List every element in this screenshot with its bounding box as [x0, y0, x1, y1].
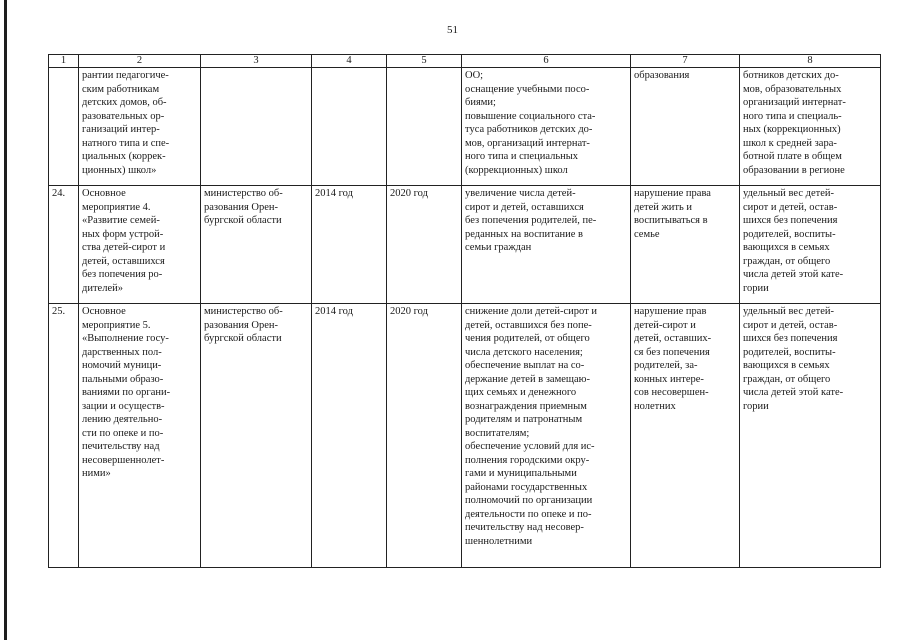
expected-results-cell: увеличение числа детей- сирот и детей, оставшихся без попечения родителей, пе- реданных на воспитание в семьи граждан [462, 186, 631, 304]
row-number-cell [49, 68, 79, 186]
row-number-cell: 25. [49, 304, 79, 568]
end-year-cell: 2020 год [387, 304, 462, 568]
column-header: 1 [49, 55, 79, 68]
measure-name-cell: рантии педагогиче- ским работникам детских домов, об- разовательных ор- ганизаций интер- натного типа и спе- циальных (коррек- ционных) школ» [79, 68, 201, 186]
start-year-cell: 2014 год [312, 304, 387, 568]
expected-results-cell: ОО; оснащение учебными посо- биями; повышение социального ста- туса работников детских до- мов, организаций интернат- ного типа и специальных (коррекционных) школ [462, 68, 631, 186]
consequences-cell: образования [631, 68, 740, 186]
indicators-cell: ботников детских до- мов, образовательных организаций интернат- ного типа и специаль- ных (коррекционных) школ к средней зара- ботной плате в общем образовании в регионе [740, 68, 881, 186]
column-header: 6 [462, 55, 631, 68]
program-measures-table [48, 54, 881, 568]
executor-cell: министерство об- разования Орен- бургской области [201, 304, 312, 568]
indicators-cell: удельный вес детей- сирот и детей, остав- шихся без попечения родителей, воспиты- вающихся в семьях граждан, от общего числа детей этой кате- гории [740, 304, 881, 568]
column-header: 4 [312, 55, 387, 68]
row-number-cell: 24. [49, 186, 79, 304]
executor-cell: министерство об- разования Орен- бургской области [201, 186, 312, 304]
table-row [49, 304, 881, 568]
start-year-cell: 2014 год [312, 186, 387, 304]
executor-cell [201, 68, 312, 186]
binding-edge [4, 0, 7, 640]
column-header: 2 [79, 55, 201, 68]
end-year-cell: 2020 год [387, 186, 462, 304]
measure-name-cell: Основное мероприятие 5. «Выполнение госу- дарственных пол- номочий муници- пальными образо- ваниями по органи- зации и осуществ- лению деятельно- сти по опеке и по- печительству над несовершеннолет- ними» [79, 304, 201, 568]
table-row [49, 186, 881, 304]
end-year-cell [387, 68, 462, 186]
consequences-cell: нарушение прав детей-сирот и детей, оставших- ся без попечения родителей, за- конных интере- сов несовершен- нолетних [631, 304, 740, 568]
measure-name-cell: Основное мероприятие 4. «Развитие семей- ных форм устрой- ства детей-сирот и детей, оставшихся без попечения ро- дителей» [79, 186, 201, 304]
column-header: 7 [631, 55, 740, 68]
consequences-cell: нарушение права детей жить и воспитываться в семье [631, 186, 740, 304]
expected-results-cell: снижение доли детей-сирот и детей, оставшихся без попе- чения родителей, от общего числа детского населения; обеспечение выплат на со- держание детей в замещаю- щих семьях и денежного вознаграждения приемным родителям и патронатным воспитателям; обеспечение условий для ис- полнения городскими окру- гами и муниципальными районами государственных полномочий по организации деятельности по опеке и по- печительству над несовер- шеннолетними [462, 304, 631, 568]
column-header: 3 [201, 55, 312, 68]
table-row [49, 68, 881, 186]
page-number: 51 [447, 24, 458, 36]
column-header: 8 [740, 55, 881, 68]
start-year-cell [312, 68, 387, 186]
column-header: 5 [387, 55, 462, 68]
indicators-cell: удельный вес детей- сирот и детей, остав- шихся без попечения родителей, воспиты- вающихся в семьях граждан, от общего числа детей этой кате- гории [740, 186, 881, 304]
table-header-row [49, 55, 881, 68]
